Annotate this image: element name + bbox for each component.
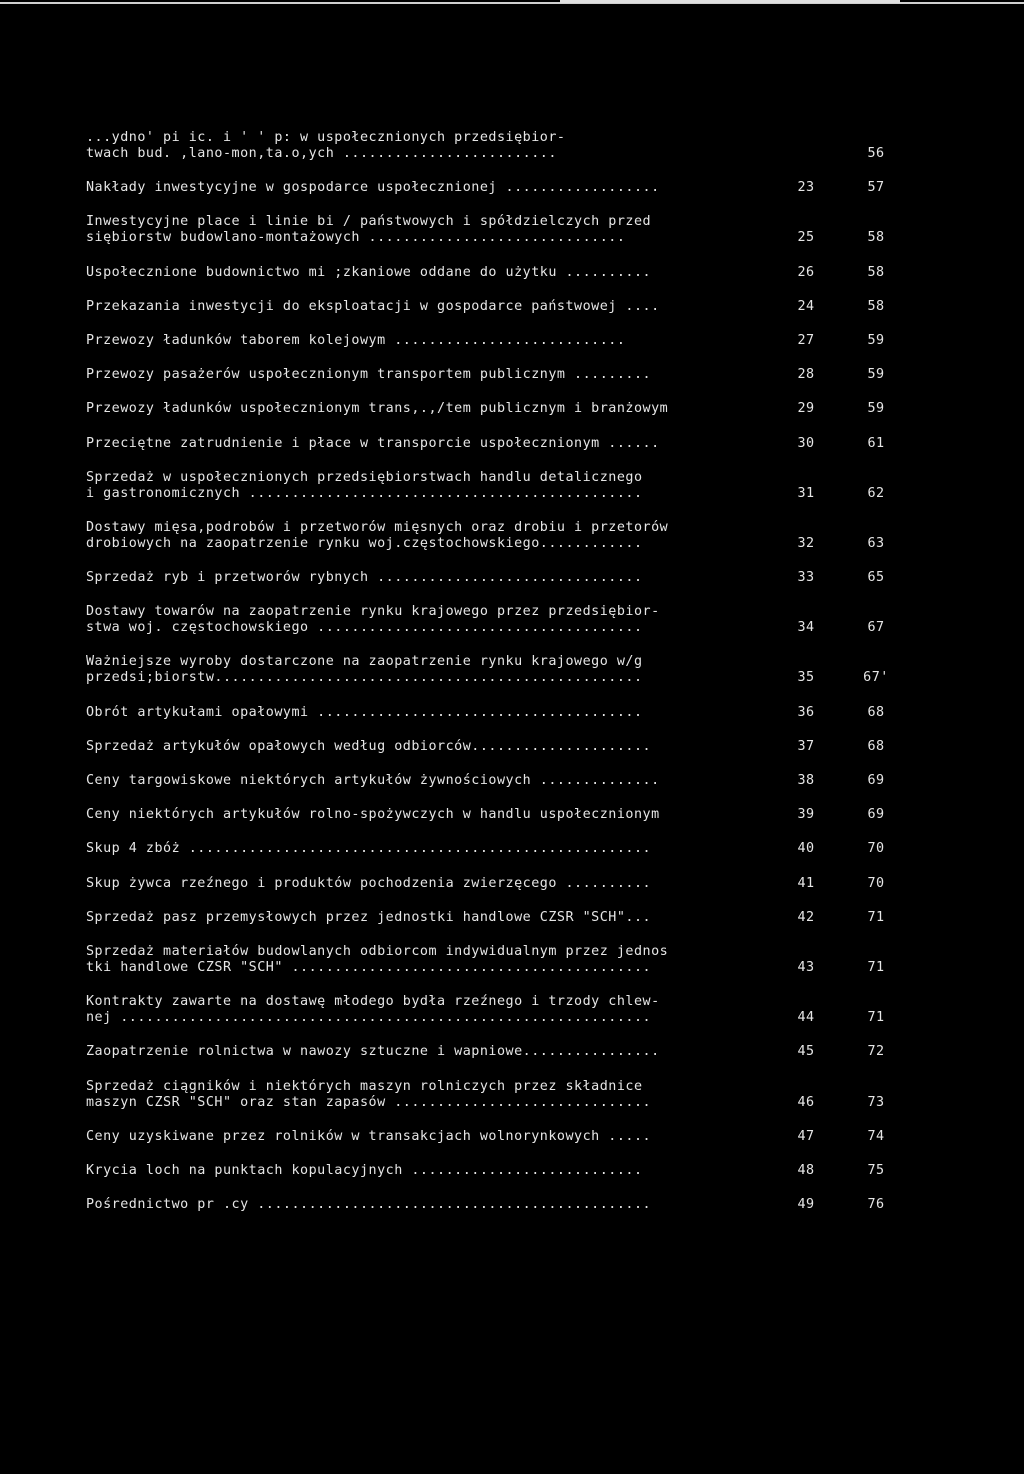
toc-entry (86, 130, 946, 162)
toc-entry-title: Zaopatrzenie rolnictwa w nawozy sztuczne i wapniowe................ (86, 1044, 660, 1060)
toc-entry (86, 910, 946, 926)
toc-entry-title: Przekazania inwestycji do eksploatacji w gospodarce państwowej .... (86, 298, 660, 314)
toc-entry-title: Przewozy ładunków uspołecznionym trans,.,/tem publicznym i branżowym (86, 401, 669, 417)
toc-entry-title: ...ydno' pi ic. i ' ' p: w uspołecznionych przedsiębior- twach bud. ,lano-mon,ta.o,ych ......................... (86, 130, 566, 161)
toc-entry (86, 214, 946, 246)
toc-entry (86, 739, 946, 755)
toc-entry-title: Dostawy mięsa,podrobów i przetworów mięsnych oraz drobiu i przetorów drobiowych na zaopatrzenie rynku woj.częstochowskiego............ (86, 519, 669, 551)
toc-entry-table-number: 26 (797, 264, 815, 280)
toc-entry-title: Sprzedaż artykułów opałowych według odbiorców..................... (86, 738, 652, 754)
toc-entry-title: Krycia loch na punktach kopulacyjnych ........................... (86, 1162, 643, 1178)
toc-entry (86, 401, 946, 417)
toc-entry-title: Sprzedaż pasz przemysłowych przez jednostki handlowe CZSR "SCH"... (86, 909, 652, 925)
toc-entry-title: Kontrakty zawarte na dostawę młodego bydła rzeźnego i trzody chlew- nej .............................................................. (86, 994, 660, 1026)
toc-entry (86, 1044, 946, 1060)
toc-entry-title: Dostawy towarów na zaopatrzenie rynku krajowego przez przedsiębior- stwa woj. częstochowskiego ...................................... (86, 604, 660, 636)
toc-entry-page-number: 62 (867, 485, 885, 501)
toc-entry-table-number: 40 (797, 841, 815, 857)
toc-entry-page-number: 67 (867, 620, 885, 636)
toc-entry (86, 436, 946, 452)
toc-entry-title: Sprzedaż w uspołecznionych przedsiębiorstwach handlu detalicznego i gastronomicznych .............................................. (86, 469, 643, 501)
toc-entry (86, 994, 946, 1026)
toc-entry-table-number: 43 (797, 959, 815, 975)
toc-entry-table-number: 23 (797, 180, 815, 196)
toc-entry-title: Obrót artykułami opałowymi ...................................... (86, 704, 643, 720)
toc-entry-title: Sprzedaż ciągników i niektórych maszyn rolniczych przez składnice maszyn CZSR "SCH" oraz stan zapasów .............................. (86, 1078, 652, 1110)
toc-entry-page-number: 58 (867, 264, 885, 280)
toc-entry-table-number: 28 (797, 367, 815, 383)
toc-entry-title: Przeciętne zatrudnienie i płace w transporcie uspołecznionym ...... (86, 435, 660, 451)
toc-entry-table-number: 25 (797, 230, 815, 246)
toc-entry-table-number: 31 (797, 485, 815, 501)
toc-entry-page-number: 71 (867, 959, 885, 975)
toc-entry-page-number: 56 (867, 146, 885, 161)
toc-entry-table-number: 39 (797, 807, 815, 823)
toc-entry-page-number: 75 (867, 1162, 885, 1178)
toc-entry-table-number: 47 (797, 1128, 815, 1144)
toc-entry-page-number: 59 (867, 332, 885, 348)
toc-entry-page-number: 76 (867, 1197, 885, 1213)
toc-entry-table-number: 45 (797, 1044, 815, 1060)
toc-entry (86, 654, 946, 686)
toc-entry-page-number: 73 (867, 1094, 885, 1110)
toc-entry (86, 841, 946, 857)
toc-entry-title: Ceny niektórych artykułów rolno-spożywczych w handlu uspołecznionym (86, 807, 660, 823)
toc-entry-title: Ceny uzyskiwane przez rolników w transakcjach wolnorynkowych ..... (86, 1128, 652, 1144)
top-border-accent (560, 0, 900, 3)
toc-entry (86, 1079, 946, 1111)
toc-entry-page-number: 58 (867, 298, 885, 314)
toc-entry-page-number: 68 (867, 738, 885, 754)
toc-entry-table-number: 38 (797, 773, 815, 788)
toc-entry (86, 570, 946, 586)
toc-entry-title: Inwestycyjne place i linie bi / państwowych i spółdzielczych przed siębiorstw budowlano-montażowych .............................. (86, 214, 652, 246)
toc-entry-page-number: 70 (867, 841, 885, 857)
toc-entry-table-number: 35 (797, 670, 815, 686)
table-of-contents (86, 130, 946, 1231)
toc-entry-title: Przewozy ładunków taborem kolejowym ........................... (86, 332, 626, 348)
toc-entry-page-number: 61 (867, 435, 885, 451)
toc-entry-page-number: 59 (867, 401, 885, 417)
toc-entry-title: Sprzedaż materiałów budowlanych odbiorcom indywidualnym przez jednos tki handlowe CZSR "SCH" .......................................... (86, 943, 669, 975)
toc-entry-page-number: 69 (867, 807, 885, 823)
toc-entry-table-number: 27 (797, 332, 815, 348)
toc-entry-table-number: 33 (797, 570, 815, 586)
toc-entry (86, 367, 946, 383)
toc-entry-table-number: 48 (797, 1162, 815, 1178)
toc-entry-page-number: 71 (867, 909, 885, 925)
toc-entry (86, 773, 946, 789)
toc-entry (86, 299, 946, 315)
toc-entry-table-number: 44 (797, 1010, 815, 1026)
toc-entry-table-number: 34 (797, 620, 815, 636)
toc-entry-table-number: 41 (797, 875, 815, 891)
toc-entry-table-number: 49 (797, 1197, 815, 1213)
toc-entry (86, 876, 946, 892)
toc-entry-page-number: 70 (867, 875, 885, 891)
toc-entry (86, 1163, 946, 1179)
toc-entry-page-number: 67' (863, 670, 889, 686)
toc-entry-table-number: 29 (797, 401, 815, 417)
toc-entry-table-number: 36 (797, 704, 815, 720)
toc-entry (86, 705, 946, 721)
toc-entry (86, 333, 946, 349)
toc-entry-title: Ważniejsze wyroby dostarczone na zaopatrzenie rynku krajowego w/g przedsi;biorstw.................................................. (86, 654, 643, 686)
toc-entry (86, 944, 946, 976)
toc-entry (86, 1129, 946, 1145)
toc-entry-title: Nakłady inwestycyjne w gospodarce uspołecznionej .................. (86, 180, 660, 196)
toc-entry-title: Ceny targowiskowe niektórych artykułów żywnościowych .............. (86, 773, 660, 788)
toc-entry (86, 265, 946, 281)
toc-entry (86, 470, 946, 502)
toc-entry (86, 180, 946, 196)
toc-entry-title: Przewozy pasażerów uspołecznionym transportem publicznym ......... (86, 367, 652, 383)
toc-entry-table-number: 42 (797, 909, 815, 925)
toc-entry-page-number: 58 (867, 230, 885, 246)
toc-entry-page-number: 65 (867, 570, 885, 586)
toc-entry (86, 1197, 946, 1213)
toc-entry-table-number: 24 (797, 298, 815, 314)
toc-entry-page-number: 72 (867, 1044, 885, 1060)
toc-entry-page-number: 68 (867, 704, 885, 720)
toc-entry-page-number: 71 (867, 1010, 885, 1026)
toc-entry-table-number: 46 (797, 1094, 815, 1110)
toc-entry (86, 807, 946, 823)
toc-entry-table-number: 30 (797, 435, 815, 451)
toc-entry-page-number: 69 (867, 773, 885, 788)
toc-entry-title: Uspołecznione budownictwo mi ;zkaniowe oddane do użytku .......... (86, 264, 652, 280)
toc-entry-table-number: 37 (797, 738, 815, 754)
toc-entry-title: Skup żywca rzeźnego i produktów pochodzenia zwierzęcego .......... (86, 875, 652, 891)
toc-entry (86, 604, 946, 636)
toc-entry-title: Sprzedaż ryb i przetworów rybnych ............................... (86, 570, 643, 586)
toc-entry-table-number: 32 (797, 535, 815, 551)
toc-entry-page-number: 59 (867, 367, 885, 383)
toc-entry-title: Pośrednictwo pr .cy .............................................. (86, 1197, 652, 1213)
toc-entry-page-number: 63 (867, 535, 885, 551)
toc-entry-page-number: 74 (867, 1128, 885, 1144)
toc-entry-page-number: 57 (867, 180, 885, 196)
toc-entry-title: Skup 4 zbóż ...................................................... (86, 841, 652, 857)
toc-entry (86, 520, 946, 552)
